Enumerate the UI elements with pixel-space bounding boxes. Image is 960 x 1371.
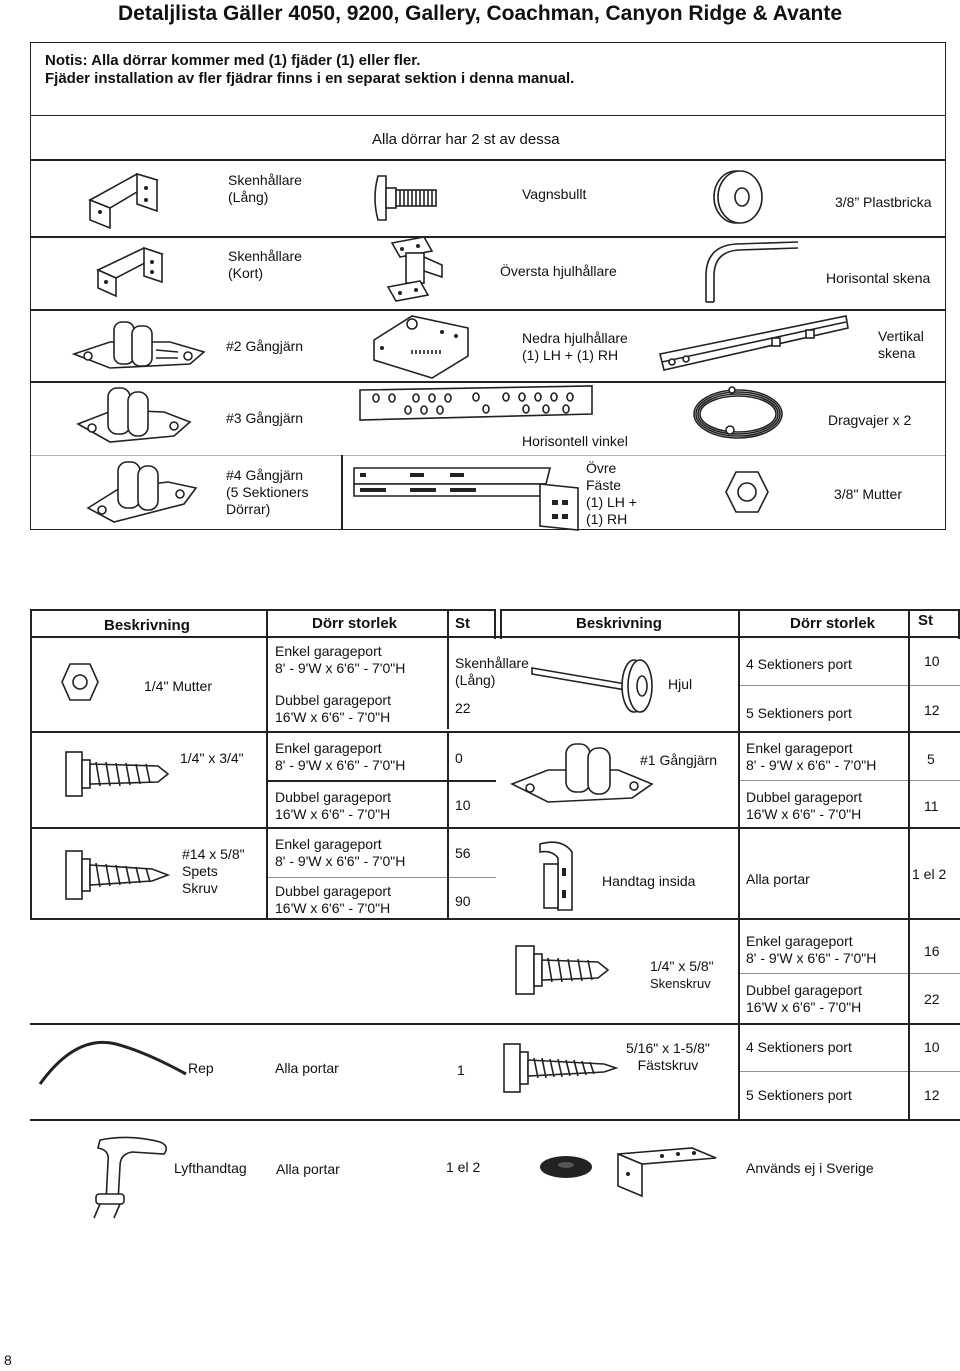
horizontal-track-label: Horisontal skena [826, 270, 931, 286]
header-qty-right: St [918, 612, 933, 629]
rope-icon [36, 1030, 196, 1090]
inside-handle-label: Handtag insida [602, 873, 696, 889]
header-door-size-right: Dörr storlek [790, 615, 876, 632]
vertical-track-label: Vertikal skena [878, 328, 924, 361]
screw-14-58-qty-single: 56 [455, 845, 471, 861]
lift-handle-size: Alla portar [276, 1161, 340, 1177]
screw-14-34-icon [62, 748, 172, 800]
lag-screw-size-5: 5 Sektioners port [746, 1087, 852, 1103]
seal-washer-icon [536, 1152, 596, 1182]
track-bracket-short-icon [92, 240, 172, 306]
inside-handle-size: Alla portar [746, 871, 810, 887]
carriage-bolt-label: Vagnsbullt [522, 186, 587, 202]
hinge-1-icon [508, 740, 658, 814]
screw-14-58-icon [62, 845, 172, 905]
hinge-4-icon [84, 458, 204, 528]
roller-size-4: 4 Sektioners port [746, 656, 852, 672]
track-screw-size-double: Dubbel garageport 16'W x 6'6" - 7'0"H [746, 982, 862, 1015]
unused-note: Används ej i Sverige [746, 1160, 874, 1176]
header-qty-left: St [455, 615, 470, 632]
screw-14-58-size-double: Dubbel garageport 16'W x 6'6" - 7'0"H [275, 883, 391, 916]
track-screw-icon [512, 942, 612, 998]
track-bracket-long-icon [82, 166, 172, 236]
note-line-1: Notis: Alla dörrar kommer med (1) fjäder (1) eller fler. [45, 52, 421, 69]
lift-cable-label: Dragvajer x 2 [828, 412, 912, 428]
nut-14-label: 1/4" Mutter [144, 678, 212, 694]
nut-14-icon [58, 660, 102, 704]
roller-size-5: 5 Sektioners port [746, 705, 852, 721]
lag-screw-size-4: 4 Sektioners port [746, 1039, 852, 1055]
lift-cable-icon [688, 384, 788, 450]
top-roller-holder-label: Översta hjulhållare [500, 263, 617, 279]
rope-qty: 1 [457, 1062, 465, 1078]
vertical-track-icon [656, 310, 852, 380]
header-description-right: Beskrivning [576, 615, 662, 632]
screw-14-58-qty-double: 90 [455, 893, 471, 909]
roller-qty-4: 10 [924, 653, 940, 669]
lift-handle-label: Lyfthandtag [174, 1160, 247, 1176]
nut-14-size-double: Dubbel garageport 16'W x 6'6" - 7'0"H [275, 692, 391, 725]
screw-14-34-size-double: Dubbel garageport 16'W x 6'6" - 7'0"H [275, 789, 391, 822]
standard-parts-heading: Alla dörrar har 2 st av dessa [372, 131, 560, 148]
note-box [30, 42, 946, 116]
screw-14-34-qty-double: 10 [455, 797, 471, 813]
lift-handle-icon [80, 1132, 180, 1222]
plastic-washer-label: 3/8” Plastbricka [835, 194, 932, 210]
header-description-left: Beskrivning [104, 617, 190, 634]
top-bracket-label: Övre Fäste (1) LH + (1) RH [586, 460, 637, 527]
track-bracket-long-label: Skenhållare (Lång) [228, 172, 302, 205]
hinge-1-size-double: Dubbel garageport 16'W x 6'6" - 7'0"H [746, 789, 862, 822]
plastic-washer-icon [708, 167, 768, 227]
track-bracket-long-row-qty: 22 [455, 700, 471, 716]
hinge-1-qty-double: 11 [924, 798, 939, 814]
track-bracket-short-label: Skenhållare (Kort) [228, 248, 302, 281]
lag-screw-qty-5: 12 [924, 1087, 940, 1103]
top-roller-holder-icon [380, 237, 460, 307]
hinge-4-label: #4 Gångjärn (5 Sektioners Dörrar) [226, 467, 309, 517]
hinge-2-icon [70, 316, 210, 376]
lag-screw-qty-4: 10 [924, 1039, 940, 1055]
page-number: 8 [4, 1352, 12, 1368]
hinge-1-label: #1 Gångjärn [640, 752, 718, 768]
hinge-1-qty-single: 5 [927, 751, 935, 767]
nut-38-icon [722, 468, 772, 518]
inside-handle-qty: 1 el 2 [912, 866, 947, 882]
header-door-size-left: Dörr storlek [312, 615, 398, 632]
lift-handle-qty: 1 el 2 [446, 1159, 481, 1175]
top-bracket-icon [350, 460, 590, 532]
bottom-roller-holder-label: Nedra hjulhållare (1) LH + (1) RH [522, 330, 628, 363]
horizontal-angle-label: Horisontell vinkel [522, 433, 628, 449]
roller-icon [530, 648, 660, 718]
screw-14-58-size-single: Enkel garageport 8' - 9'W x 6'6" - 7'0"H [275, 836, 406, 869]
roller-label: Hjul [668, 676, 693, 692]
track-screw-qty-single: 16 [924, 943, 940, 959]
hinge-2-label: #2 Gångjärn [226, 338, 304, 354]
track-screw-size-single: Enkel garageport 8' - 9'W x 6'6" - 7'0"H [746, 933, 877, 966]
lag-screw-label: 5/16" x 1-5/8" Fästskruv [626, 1040, 710, 1073]
bottom-roller-holder-icon [372, 310, 472, 380]
rope-size: Alla portar [275, 1060, 339, 1076]
horizontal-track-icon [702, 236, 802, 308]
hinge-3-icon [74, 384, 194, 450]
hinge-1-size-single: Enkel garageport 8' - 9'W x 6'6" - 7'0"H [746, 740, 877, 773]
angle-bracket-icon [612, 1134, 722, 1200]
lag-screw-icon [500, 1040, 620, 1096]
screw-14-34-qty-single: 0 [455, 750, 463, 766]
track-bracket-long-row-label: Skenhållare (Lång) [455, 655, 529, 688]
nut-38-label: 3/8" Mutter [834, 486, 902, 502]
carriage-bolt-icon [372, 168, 442, 228]
hinge-3-label: #3 Gångjärn [226, 410, 304, 426]
rope-label: Rep [188, 1060, 214, 1076]
screw-14-34-size-single: Enkel garageport 8' - 9'W x 6'6" - 7'0"H [275, 740, 406, 773]
page-title: Detaljlista Gäller 4050, 9200, Gallery, Coachman, Canyon Ridge & Avante [117, 2, 842, 25]
track-screw-qty-double: 22 [924, 991, 940, 1007]
roller-qty-5: 12 [924, 702, 940, 718]
screw-14-34-label: 1/4" x 3/4" [180, 750, 244, 766]
screw-14-58-label: #14 x 5/8" Spets Skruv [182, 846, 245, 896]
horizontal-angle-icon [356, 384, 596, 424]
track-screw-label: 1/4" x 5/8" Skenskruv [650, 958, 714, 991]
inside-handle-icon [532, 838, 588, 914]
nut-14-size-single: Enkel garageport 8' - 9'W x 6'6" - 7'0"H [275, 643, 406, 676]
note-line-2: Fjäder installation av fler fjädrar finns i en separat sektion i denna manual. [45, 70, 575, 87]
